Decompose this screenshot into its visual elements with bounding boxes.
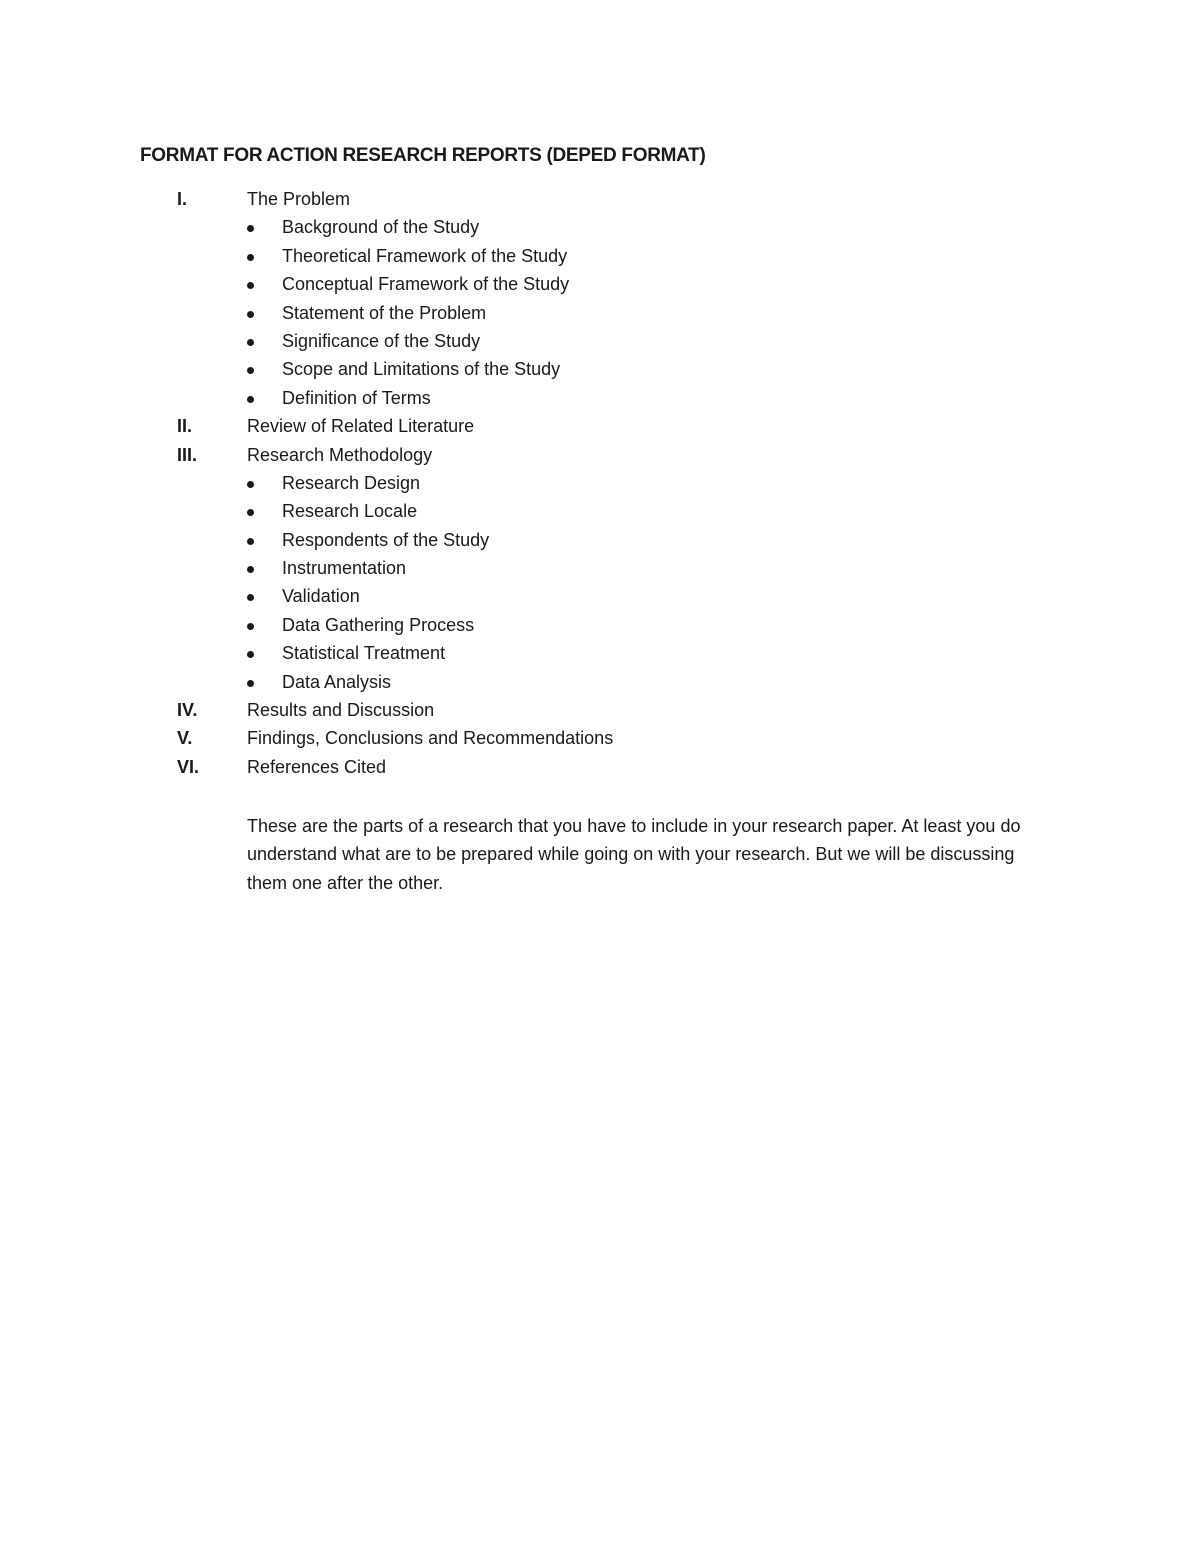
section-numeral: I. xyxy=(177,189,188,209)
document-title: FORMAT FOR ACTION RESEARCH REPORTS (DEPED FORMAT) xyxy=(140,145,706,166)
list-item xyxy=(0,384,1200,412)
section-label: Research Methodology xyxy=(247,444,433,465)
list-item xyxy=(0,668,1200,696)
bullet-dot-icon xyxy=(247,339,254,346)
bullet-dot-icon xyxy=(247,396,254,403)
section-numeral: II. xyxy=(177,416,193,437)
section-label: Findings, Conclusions and Recommendations xyxy=(247,728,614,749)
section-numeral: IV. xyxy=(177,700,198,721)
bullet-dot-icon xyxy=(247,367,254,374)
section-label: References Cited xyxy=(247,756,387,777)
list-item xyxy=(0,582,1200,610)
list-item-label: Data Gathering Process xyxy=(282,614,475,635)
bullet-dot-icon xyxy=(247,566,254,573)
section-label: Review of Related Literature xyxy=(247,416,475,437)
bullet-dot-icon xyxy=(247,594,254,601)
section-numeral: V. xyxy=(177,728,193,749)
list-item xyxy=(0,611,1200,639)
section-heading-ii xyxy=(0,412,1200,440)
bullet-dot-icon xyxy=(247,509,254,516)
bullet-dot-icon xyxy=(247,651,254,658)
list-item-label: Background of the Study xyxy=(282,217,480,238)
section-label: Results and Discussion xyxy=(247,700,435,721)
section-heading-i xyxy=(0,185,1200,213)
list-item xyxy=(0,213,1200,241)
list-item-label: Scope and Limitations of the Study xyxy=(282,359,561,380)
list-item-label: Instrumentation xyxy=(282,558,407,579)
list-item xyxy=(0,242,1200,270)
bullet-dot-icon xyxy=(247,680,254,687)
closing-paragraph: These are the parts of a research that you have to include in your research paper. At least you do understand what are to be prepared while going on with your research. But we will be discussing them one after the other. xyxy=(247,816,1021,893)
section-heading-iv xyxy=(0,696,1200,724)
outline-list xyxy=(0,185,1200,781)
list-item-label: Validation xyxy=(282,586,360,607)
list-item-label: Statistical Treatment xyxy=(282,643,446,664)
list-item-label: Definition of Terms xyxy=(282,387,431,408)
section-heading-v xyxy=(0,724,1200,752)
list-item-label: Research Locale xyxy=(282,501,418,522)
bullet-dot-icon xyxy=(247,311,254,318)
section-heading-vi xyxy=(0,753,1200,781)
list-item-label: Theoretical Framework of the Study xyxy=(282,245,568,266)
list-item xyxy=(0,355,1200,383)
list-item-label: Significance of the Study xyxy=(282,330,481,351)
section-heading-iii xyxy=(0,441,1200,469)
bullet-dot-icon xyxy=(247,282,254,289)
section-numeral: III. xyxy=(177,444,198,465)
bullet-dot-icon xyxy=(247,254,254,261)
bullet-dot-icon xyxy=(247,623,254,630)
section-numeral: VI. xyxy=(177,756,200,777)
section-label: The Problem xyxy=(247,189,351,209)
list-item xyxy=(0,526,1200,554)
list-item xyxy=(0,299,1200,327)
list-item-label: Statement of the Problem xyxy=(282,302,487,323)
list-item-label: Data Analysis xyxy=(282,671,392,692)
bullet-dot-icon xyxy=(247,538,254,545)
list-item xyxy=(0,327,1200,355)
bullet-dot-icon xyxy=(247,481,254,488)
list-item-label: Research Design xyxy=(282,472,421,493)
bullet-dot-icon xyxy=(247,225,254,232)
list-item xyxy=(0,497,1200,525)
list-item xyxy=(0,639,1200,667)
list-item-label: Conceptual Framework of the Study xyxy=(282,274,570,295)
list-item xyxy=(0,270,1200,298)
list-item-label: Respondents of the Study xyxy=(282,529,490,550)
list-item xyxy=(0,469,1200,497)
list-item xyxy=(0,554,1200,582)
